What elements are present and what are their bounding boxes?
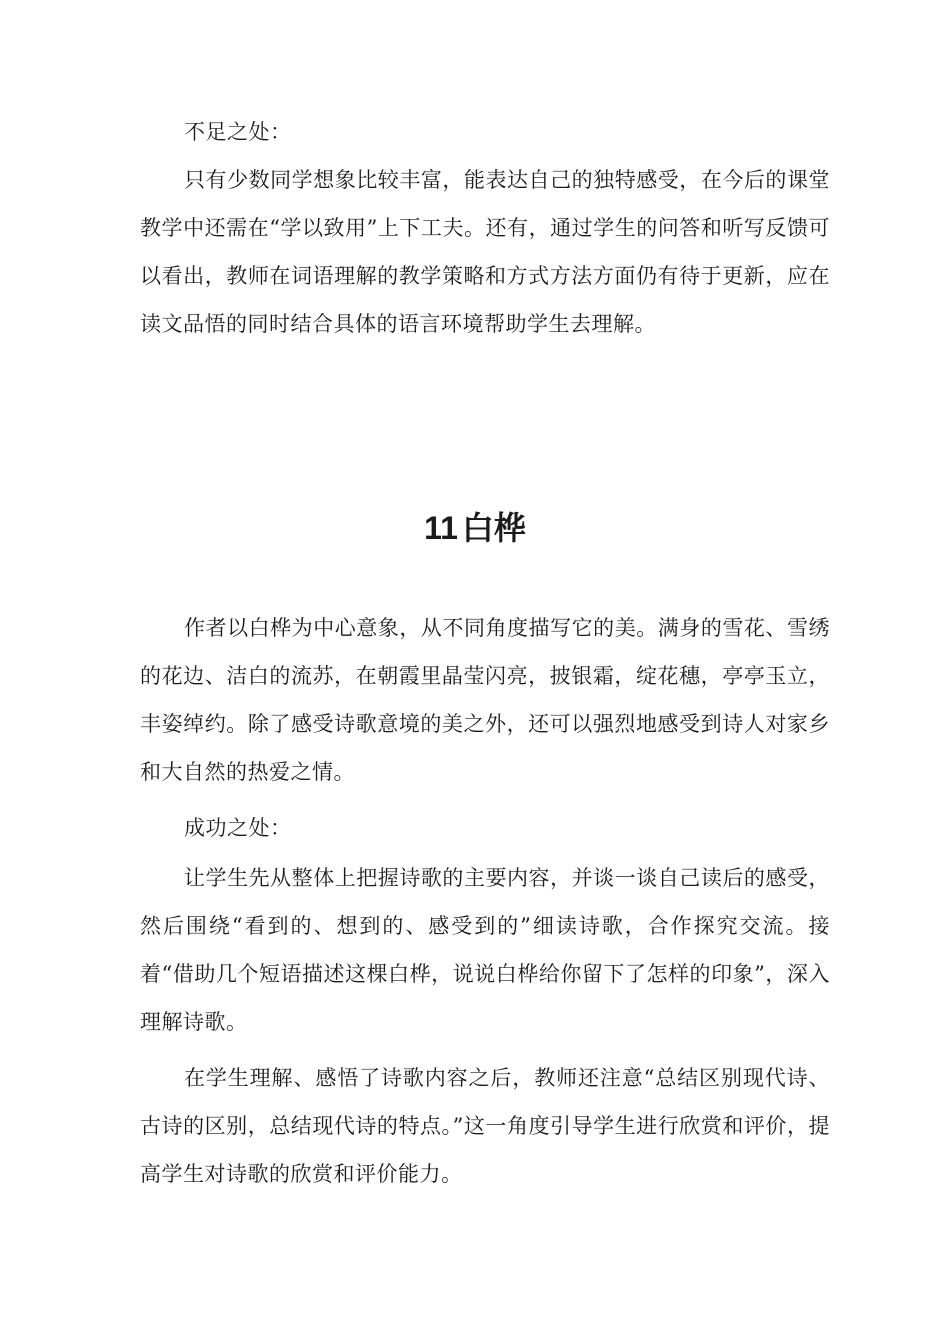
lesson-number: 11 [424,510,458,546]
lesson-name: 白桦 [461,509,526,547]
shortcomings-paragraph: 只有少数同学想象比较丰富，能表达自己的独特感受，在今后的课堂教学中还需在“学以致用”上下工夫。还有，通过学生的问答和听写反馈可以看出，教师在词语理解的教学策略和方式方法方面仍有待于更新，应在读文品悟的同时结合具体的语言环境帮助学生去理解。 [140,168,830,336]
success-heading: 成功之处： [184,816,292,840]
success-paragraph-2: 在学生理解、感悟了诗歌内容之后，教师还注意“总结区别现代诗、古诗的区别，总结现代诗的特点。”这一角度引导学生进行欣赏和评价，提高学生对诗歌的欣赏和评价能力。 [140,1066,830,1186]
success-paragraph-1: 让学生先从整体上把握诗歌的主要内容，并谈一谈自己读后的感受，然后围绕“看到的、想到的、感受到的”细读诗歌，合作探究交流。接着“借助几个短语描述这棵白桦，说说白桦给你留下了怎样的印象”，深入理解诗歌。 [140,866,830,1034]
intro-paragraph: 作者以白桦为中心意象，从不同角度描写它的美。满身的雪花、雪绣的花边、洁白的流苏，在朝霞里晶莹闪亮，披银霜，绽花穗，亭亭玉立，丰姿绰约。除了感受诗歌意境的美之外，还可以强烈地感受到诗人对家乡和大自然的热爱之情。 [140,616,830,784]
lesson-title [0,500,950,556]
shortcomings-heading: 不足之处： [184,120,292,144]
